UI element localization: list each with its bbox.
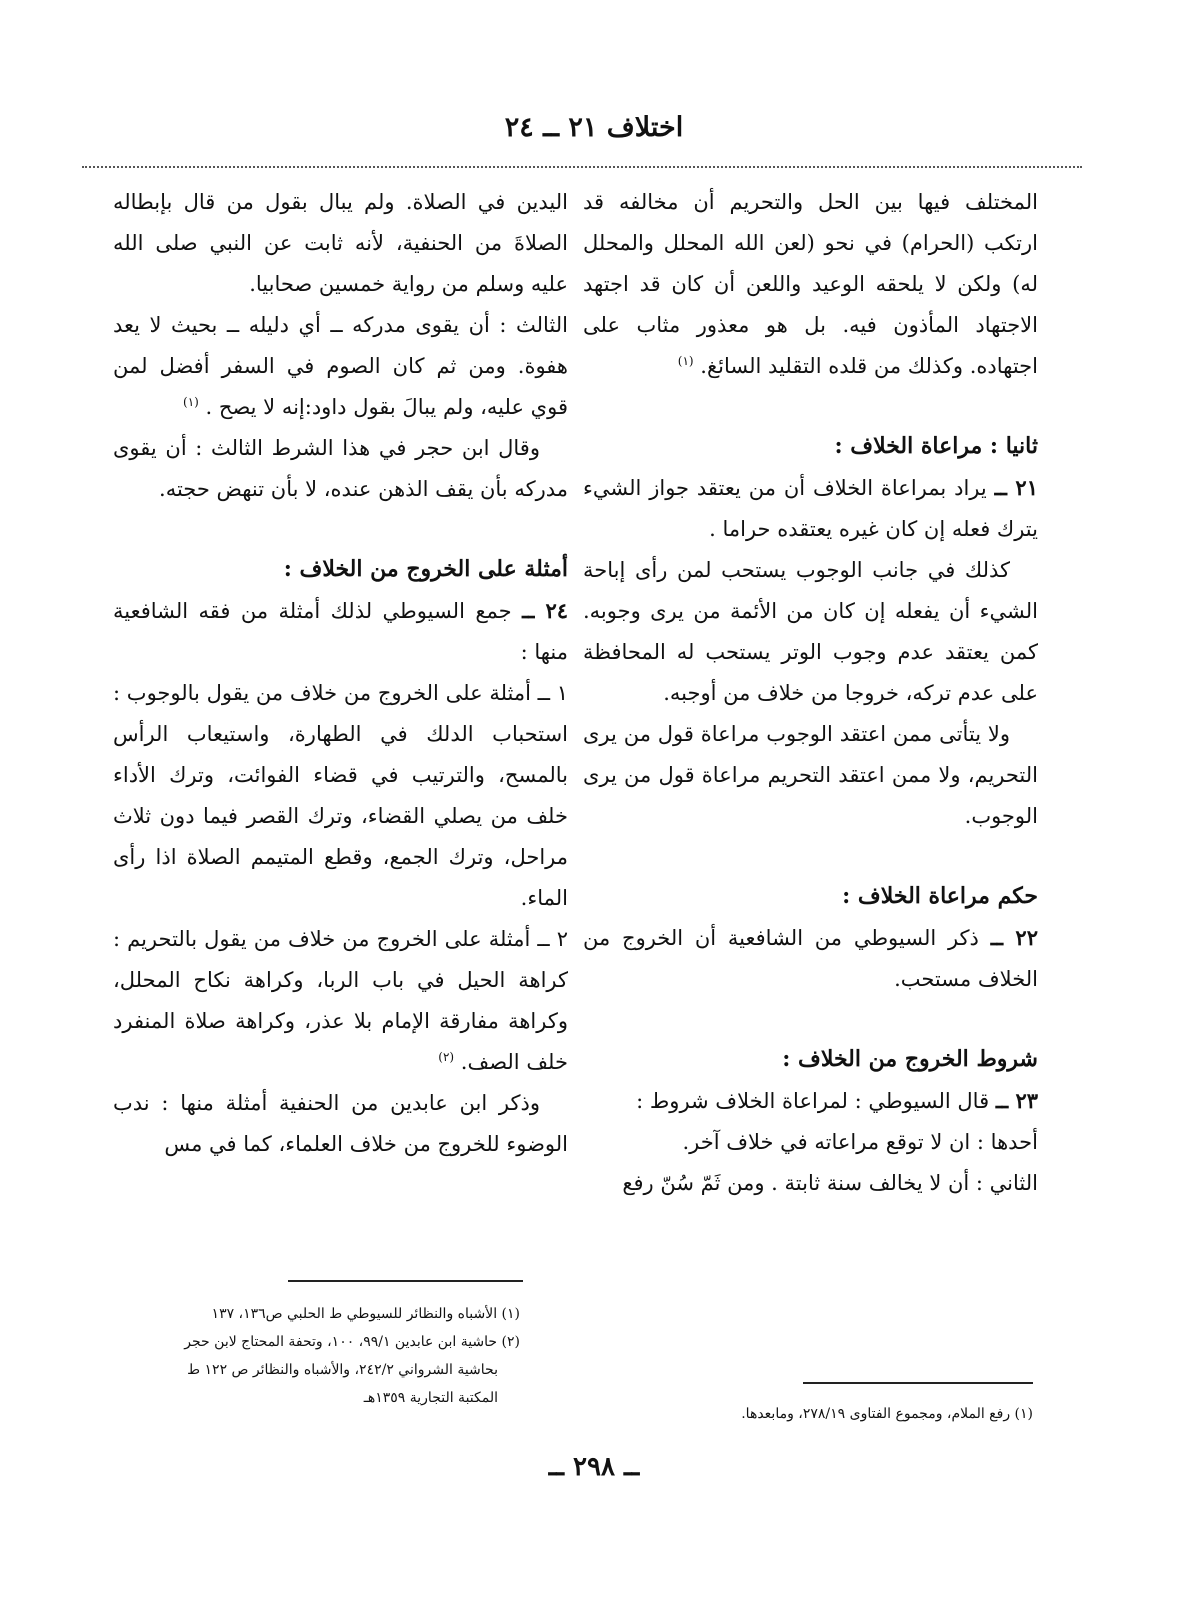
footnote-continuation: بحاشية الشرواني ٢٤٢/٢، والأشباه والنظائر ص ١٢٢ ط — [187, 1362, 498, 1378]
footnote-ref: (١) — [677, 354, 694, 368]
paragraph-number: ٢٢ ــ — [990, 925, 1038, 950]
paragraph: المختلف فيها بين الحل والتحريم أن مخالفه قد ارتكب (الحرام) في نحو (لعن الله المحلل والمحلل له) ولكن لا يلحقه الوعيد واللعن أن كان قد اجتهد الاجتهاد المأذون فيه. بل هو معذور مثاب على اجتهاده. وكذلك من قلده التقليد السائغ. $^{(١)}$ — [583, 190, 1038, 378]
running-header: اختلاف ٢١ ــ ٢٤ — [504, 112, 684, 143]
paragraph: كذلك في جانب الوجوب يستحب لمن رأى إباحة الشيء أن يفعله إن كان من الأئمة من يرى وجوبه. كمن يعتقد عدم وجوب الوتر يستحب له المحافظة على عدم تركه، خروجا من خلاف من أوجبه. — [583, 558, 1038, 705]
right-column — [583, 182, 1038, 1204]
paragraph: ١ ــ أمثلة على الخروج من خلاف من يقول بالوجوب : استحباب الدلك في الطهارة، واستيعاب الرأس بالمسح، والترتيب في قضاء الفوائت، وترك الأداء خلف من يصلي القضاء، وترك القصر فيما دون ثلاث مراحل، وترك الجمع، وقطع المتيمم الصلاة اذا رأى الماء. — [113, 681, 568, 910]
footnote-divider — [803, 1382, 1033, 1384]
paragraph: ٢٣ ــ قال السيوطي : لمراعاة الخلاف شروط : — [636, 1088, 1038, 1113]
left-column — [113, 182, 568, 1165]
section-heading: حكم مراعاة الخلاف : — [842, 883, 1038, 909]
paragraph: ٢٤ ــ جمع السيوطي لذلك أمثلة من فقه الشافعية منها : — [113, 598, 568, 664]
paragraph: اليدين في الصلاة. ولم يبال بقول من قال بإبطاله الصلاةَ من الحنفية، لأنه ثابت عن النبي صلى الله عليه وسلم من رواية خمسين صحابيا. — [113, 190, 568, 296]
paragraph: أحدها : ان لا توقع مراعاته في خلاف آخر. — [682, 1130, 1038, 1154]
footnote-divider — [288, 1280, 523, 1282]
footnote: (٢) حاشية ابن عابدين ٩٩/١، ١٠٠، وتحفة المحتاج لابن حجر — [184, 1334, 520, 1350]
page-number: ــ ٢٩٨ ــ — [548, 1452, 640, 1482]
footnote: (١) رفع الملام، ومجموع الفتاوى ٢٧٨/١٩، ومابعدها. — [741, 1406, 1033, 1422]
header-divider — [82, 166, 1082, 168]
paragraph: ٢١ ــ يراد بمراعاة الخلاف أن من يعتقد جواز الشيء يترك فعله إن كان غيره يعتقده حراما . — [583, 475, 1038, 541]
footnote-ref: (١) — [183, 395, 199, 409]
footnotes-right — [583, 1400, 1033, 1428]
paragraph: وذكر ابن عابدين من الحنفية أمثلة منها : ندب الوضوء للخروج من خلاف العلماء، كما في مس — [113, 1091, 568, 1156]
paragraph: الثالث : أن يقوى مدركه ــ أي دليله ــ بحيث لا يعد هفوة. ومن ثم كان الصوم في السفر أفضل لمن قوي عليه، ولم يبالَ بقول داود:إنه لا يصح . $^{(١)}$ — [113, 313, 568, 419]
paragraph: وقال ابن حجر في هذا الشرط الثالث : أن يقوى مدركه بأن يقف الذهن عنده، لا بأن تنهض حجته. — [113, 436, 568, 501]
footnote-ref: (٢) — [438, 1050, 455, 1064]
paragraph-number: ٢١ ــ — [994, 475, 1038, 500]
section-heading: شروط الخروج من الخلاف : — [782, 1046, 1038, 1072]
footnote-continuation: المكتبة التجارية ١٣٥٩هـ — [363, 1390, 498, 1406]
section-heading: ثانيا : مراعاة الخلاف : — [834, 433, 1038, 459]
paragraph: الثاني : أن لا يخالف سنة ثابتة . ومن ثَمّ سُنّ رفع — [622, 1171, 1038, 1195]
paragraph-number: ٢٤ ــ — [522, 598, 568, 623]
footnote: (١) الأشباه والنظائر للسيوطي ط الحلبي ص١٣٦، ١٣٧ — [211, 1306, 520, 1322]
section-heading: أمثلة على الخروج من الخلاف : — [283, 556, 568, 582]
footnotes-left — [80, 1300, 520, 1412]
paragraph: ٢ ــ أمثلة على الخروج من خلاف من يقول بالتحريم : كراهة الحيل في باب الربا، وكراهة نكاح المحلل، وكراهة مفارقة الإمام بلا عذر، وكراهة صلاة المنفرد خلف الصف. $^{(٢)}$ — [113, 927, 568, 1074]
paragraph: ولا يتأتى ممن اعتقد الوجوب مراعاة قول من يرى التحريم، ولا ممن اعتقد التحريم مراعاة قول من يرى الوجوب. — [583, 722, 1038, 828]
paragraph: ٢٢ ــ ذكر السيوطي من الشافعية أن الخروج من الخلاف مستحب. — [583, 925, 1038, 991]
paragraph-number: ٢٣ ــ — [995, 1088, 1038, 1113]
